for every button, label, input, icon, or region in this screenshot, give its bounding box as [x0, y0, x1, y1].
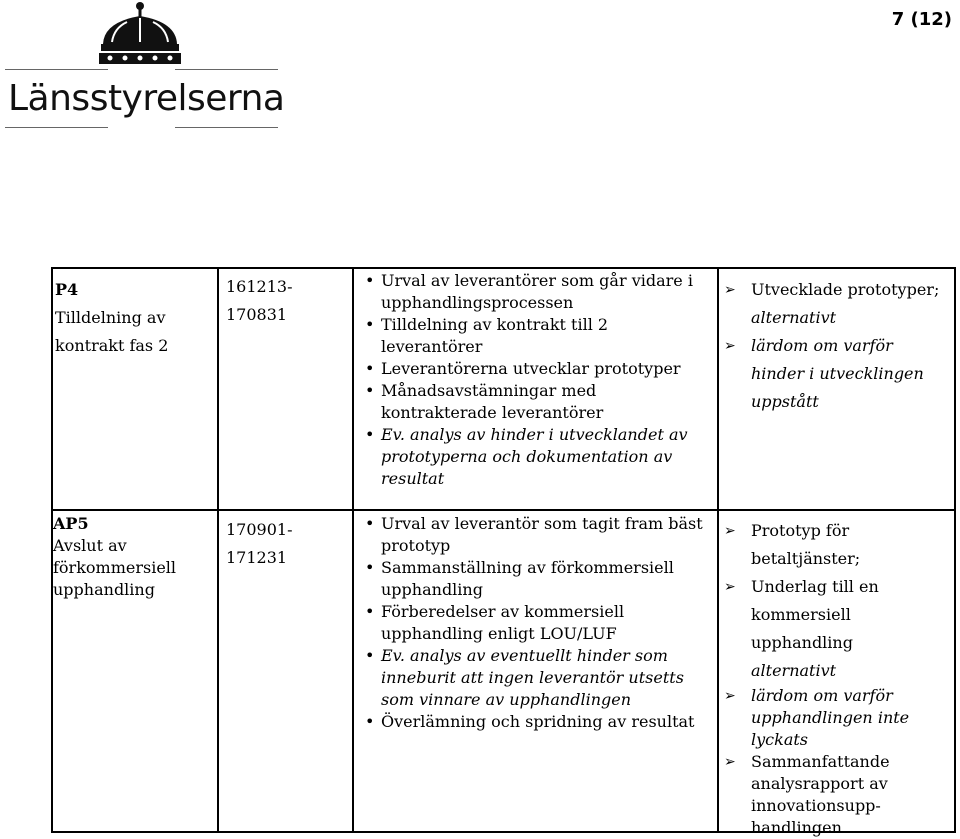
logo-rule-top-right — [175, 69, 278, 70]
phase-name-line: Tilldelning av — [55, 308, 166, 327]
column-divider — [717, 267, 719, 833]
activity-item: • Ev. analys av hinder i utvecklandet av prototyperna och dokumentation av resultat — [361, 424, 711, 490]
phase-name-line: Avslut av — [53, 536, 127, 555]
result-italic: alternativt — [751, 661, 837, 680]
activity-item: • Sammanställning av förkommersiell upphandling — [361, 557, 711, 601]
result-text: ➢ Sammanfattande analysrapport av innovationsupp-handlingen — [751, 752, 890, 837]
result-item — [724, 573, 946, 685]
column-divider — [217, 267, 219, 833]
activity-item: • Leverantörerna utvecklar prototyper — [361, 358, 711, 380]
result-italic: alternativt — [751, 308, 837, 327]
activity-item: • Urval av leverantörer som går vidare i upphandlingsprocessen — [361, 270, 711, 314]
result-italic: ➢ lärdom om varför hinder i utvecklingen uppstått — [751, 336, 924, 411]
logo-wordmark: Länsstyrelserna — [8, 78, 285, 119]
result-text: ➢ Underlag till en kommersiell upphandling — [751, 577, 879, 652]
result-item — [724, 276, 946, 332]
phase-code: AP5 — [53, 514, 89, 533]
result-text: ➢ Utvecklade prototyper; — [751, 280, 940, 299]
activity-item: • Ev. analys av eventuellt hinder som inneburit att ingen leverantör utsetts som vinnare av upphandlingen — [361, 645, 711, 711]
result-text: ➢ Prototyp för betaltjänster; — [751, 521, 861, 568]
row-divider — [51, 509, 956, 511]
date-cell — [226, 273, 292, 329]
activity-item: • Överlämning och spridning av resultat — [361, 711, 711, 733]
activity-list — [361, 513, 711, 733]
result-item — [724, 751, 946, 839]
activity-item: • Månadsavstämningar med kontrakterade leverantörer — [361, 380, 711, 424]
crown-icon — [0, 0, 290, 80]
activity-item: • Tilldelning av kontrakt till 2 leverantörer — [361, 314, 711, 358]
phase-name-line: förkommersiell — [53, 558, 177, 577]
column-divider — [352, 267, 354, 833]
page-number: 7 (12) — [891, 9, 952, 30]
lansstyrelserna-logo — [0, 0, 290, 135]
activity-item: • Urval av leverantör som tagit fram bäst prototyp — [361, 513, 711, 557]
result-list — [724, 276, 946, 416]
activity-item: • Förberedelser av kommersiell upphandling enligt LOU/LUF — [361, 601, 711, 645]
result-item — [724, 517, 946, 573]
result-italic: ➢ lärdom om varför upphandlingen inte lyckats — [751, 686, 910, 749]
activity-list — [361, 270, 711, 490]
logo-rule-bottom-left — [5, 127, 108, 128]
phase-cell — [53, 513, 176, 601]
logo-rule-bottom-right — [175, 127, 278, 128]
phase-code: P4 — [55, 280, 79, 299]
result-item — [724, 332, 946, 416]
result-item — [724, 685, 946, 751]
phase-name-line: kontrakt fas 2 — [55, 336, 169, 355]
date-cell — [226, 516, 292, 572]
date-start: 161213- — [226, 277, 293, 296]
result-list — [724, 517, 946, 839]
date-end: 171231 — [226, 548, 288, 567]
date-end: 170831 — [226, 305, 288, 324]
phase-cell — [55, 276, 168, 360]
date-start: 170901- — [226, 520, 293, 539]
logo-rule-top-left — [5, 69, 108, 70]
phase-name-line: upphandling — [53, 580, 155, 599]
